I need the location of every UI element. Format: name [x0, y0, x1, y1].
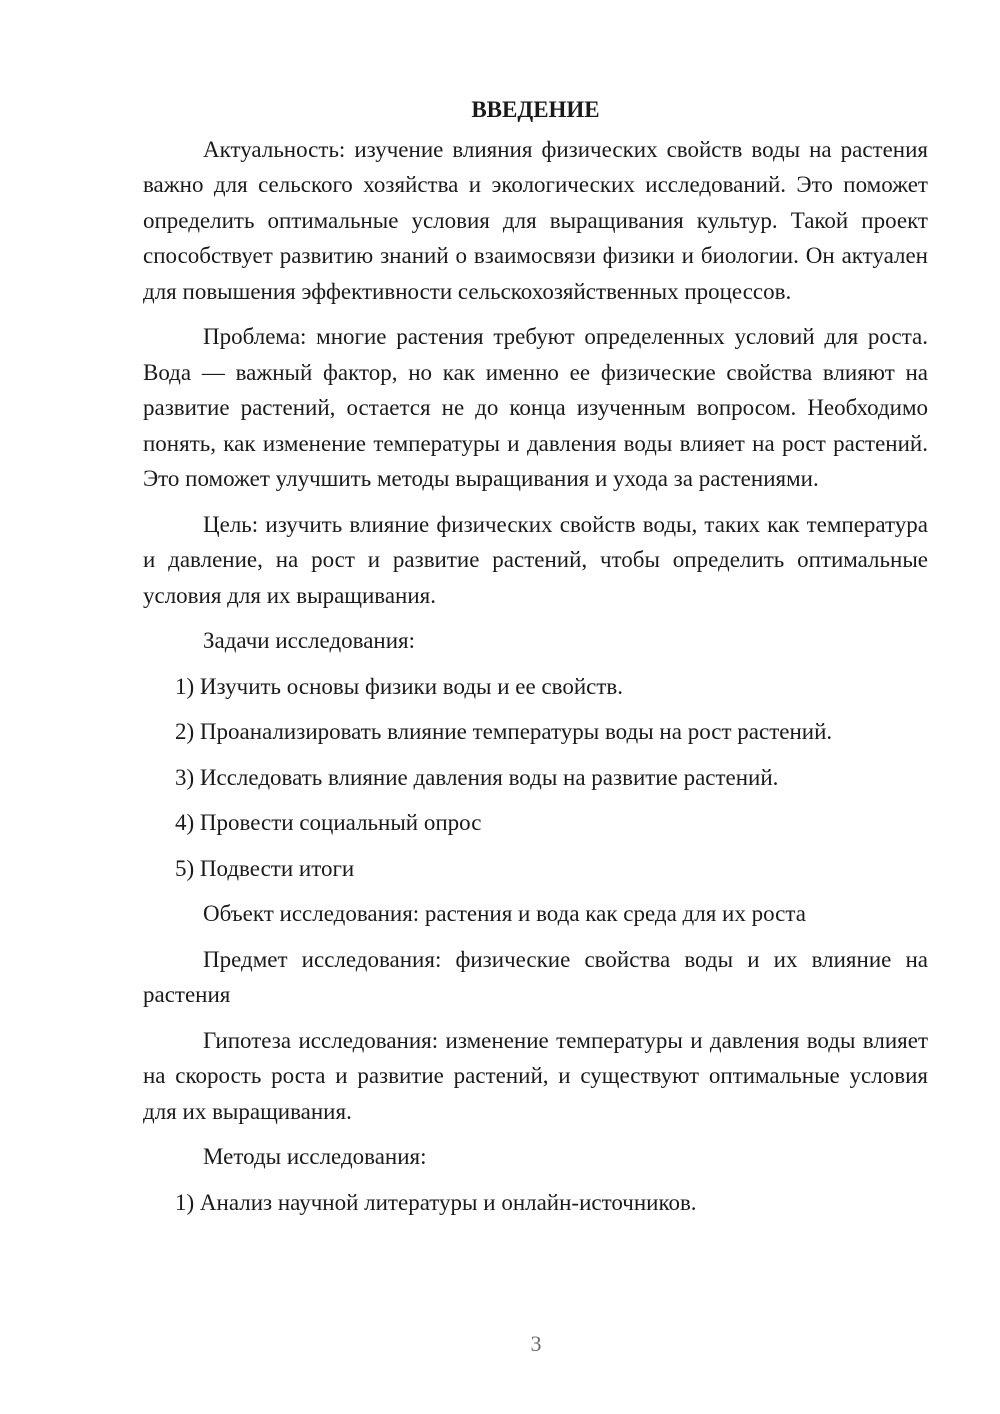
hypothesis-paragraph: Гипотеза исследования: изменение температуры и давления воды влияет на скорость роста и развитие растений, и существуют оптимальные условия для их выращивания. [143, 1027, 928, 1124]
task-item-2: 2) Проанализировать влияние температуры воды на рост растений. [175, 719, 833, 744]
object-line: Объект исследования: растения и вода как среда для их роста [203, 901, 806, 926]
task-item-1: 1) Изучить основы физики воды и ее свойств. [175, 673, 624, 699]
task-item-4: 4) Провести социальный опрос [175, 810, 482, 835]
subject-paragraph: Предмет исследования: физические свойства воды и их влияние на растения [143, 946, 928, 1007]
method-item-1: 1) Анализ научной литературы и онлайн-источников. [175, 1189, 697, 1215]
problem-paragraph: Проблема: многие растения требуют определенных условий для роста. Вода — важный фактор, но как именно ее физические свойства влияют на развитие растений, остается не до конца изученным вопросом. Необходимо понять, как изменение температуры и давления воды влияет на рост растений. Это поможет улучшить методы выращивания и ухода за растениями. [143, 324, 928, 491]
task-item-3: 3) Исследовать влияние давления воды на развитие растений. [175, 764, 779, 790]
relevance-paragraph: Актуальность: изучение влияния физических свойств воды на растения важно для сельского хозяйства и экологических исследований. Это поможет определить оптимальные условия для выращивания культур. Такой проект способствует развитию знаний о взаимосвязи физики и биологии. Он актуален для повышения эффективности сельскохозяйственных процессов. [143, 136, 928, 304]
goal-paragraph: Цель: изучить влияние физических свойств воды, таких как температура и давление, на рост и развитие растений, чтобы определить оптимальные условия для их выращивания. [143, 511, 928, 608]
methods-heading: Методы исследования: [203, 1144, 427, 1169]
task-item-5: 5) Подвести итоги [175, 855, 355, 881]
section-title: ВВЕДЕНИЕ [471, 97, 600, 122]
tasks-heading: Задачи исследования: [203, 628, 416, 653]
page-number: 3 [530, 1331, 542, 1356]
page-content [143, 92, 928, 1230]
